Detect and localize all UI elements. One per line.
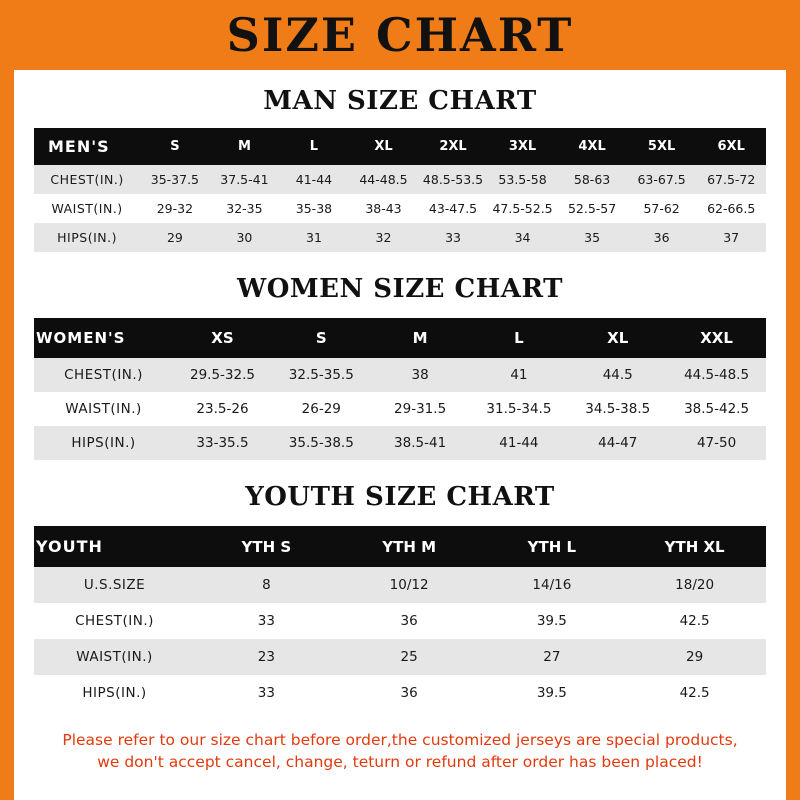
youth-section-title: YOUTH SIZE CHART [245, 482, 555, 512]
youth-header-l: YTH L [481, 526, 624, 567]
men-header-4xl: 4XL [557, 128, 627, 165]
youth-header-m: YTH M [338, 526, 481, 567]
youth-chest-xl: 42.5 [623, 603, 766, 639]
page-banner [14, 0, 786, 70]
youth-header-row [34, 526, 766, 567]
men-waist-label: WAIST(IN.) [34, 194, 140, 223]
table-row [34, 358, 766, 392]
men-waist-6xl: 62-66.5 [696, 194, 766, 223]
men-hips-l: 31 [279, 223, 349, 252]
men-hips-label: HIPS(IN.) [34, 223, 140, 252]
women-waist-xl: 34.5-38.5 [568, 392, 667, 426]
men-chest-6xl: 67.5-72 [696, 165, 766, 194]
table-row [34, 392, 766, 426]
men-table-body [34, 165, 766, 252]
youth-hips-xl: 42.5 [623, 675, 766, 711]
men-chest-4xl: 58-63 [557, 165, 627, 194]
men-section-title: MAN SIZE CHART [263, 86, 537, 116]
women-header-s: S [272, 318, 371, 358]
men-table-head [34, 128, 766, 165]
women-header-xxl: XXL [667, 318, 766, 358]
men-hips-2xl: 33 [418, 223, 488, 252]
youth-waist-s: 23 [195, 639, 338, 675]
women-hips-s: 35.5-38.5 [272, 426, 371, 460]
women-waist-m: 29-31.5 [371, 392, 470, 426]
men-waist-5xl: 57-62 [627, 194, 697, 223]
women-chest-xxl: 44.5-48.5 [667, 358, 766, 392]
women-waist-l: 31.5-34.5 [470, 392, 569, 426]
youth-header-label: YOUTH [34, 526, 195, 567]
men-header-label: MEN'S [34, 128, 140, 165]
men-header-s: S [140, 128, 210, 165]
men-waist-4xl: 52.5-57 [557, 194, 627, 223]
youth-header-xl: YTH XL [623, 526, 766, 567]
youth-waist-l: 27 [481, 639, 624, 675]
women-header-xl: XL [568, 318, 667, 358]
table-row [34, 165, 766, 194]
women-header-row [34, 318, 766, 358]
youth-hips-m: 36 [338, 675, 481, 711]
men-waist-s: 29-32 [140, 194, 210, 223]
youth-chest-m: 36 [338, 603, 481, 639]
men-header-l: L [279, 128, 349, 165]
men-header-3xl: 3XL [488, 128, 558, 165]
women-header-l: L [470, 318, 569, 358]
women-waist-s: 26-29 [272, 392, 371, 426]
youth-size-table [34, 526, 766, 711]
women-header-label: WOMEN'S [34, 318, 173, 358]
men-header-row [34, 128, 766, 165]
page-title: SIZE CHART [226, 8, 574, 62]
women-hips-m: 38.5-41 [371, 426, 470, 460]
youth-chest-l: 39.5 [481, 603, 624, 639]
women-size-table [34, 318, 766, 460]
women-waist-xs: 23.5-26 [173, 392, 272, 426]
table-row [34, 639, 766, 675]
women-chest-s: 32.5-35.5 [272, 358, 371, 392]
women-header-xs: XS [173, 318, 272, 358]
women-waist-label: WAIST(IN.) [34, 392, 173, 426]
men-chest-3xl: 53.5-58 [488, 165, 558, 194]
men-hips-6xl: 37 [696, 223, 766, 252]
women-hips-xl: 44-47 [568, 426, 667, 460]
men-waist-3xl: 47.5-52.5 [488, 194, 558, 223]
youth-ussize-m: 10/12 [338, 567, 481, 603]
women-chest-xs: 29.5-32.5 [173, 358, 272, 392]
footer-note-line2: we don't accept cancel, change, teturn or refund after order has been placed! [97, 753, 703, 772]
women-waist-xxl: 38.5-42.5 [667, 392, 766, 426]
men-chest-5xl: 63-67.5 [627, 165, 697, 194]
youth-hips-l: 39.5 [481, 675, 624, 711]
youth-header-s: YTH S [195, 526, 338, 567]
men-chest-l: 41-44 [279, 165, 349, 194]
youth-hips-s: 33 [195, 675, 338, 711]
table-row [34, 194, 766, 223]
men-hips-4xl: 35 [557, 223, 627, 252]
men-hips-3xl: 34 [488, 223, 558, 252]
women-section-title: WOMEN SIZE CHART [237, 274, 563, 304]
table-row [34, 675, 766, 711]
youth-hips-label: HIPS(IN.) [34, 675, 195, 711]
youth-ussize-l: 14/16 [481, 567, 624, 603]
table-row [34, 603, 766, 639]
women-chest-label: CHEST(IN.) [34, 358, 173, 392]
table-row [34, 567, 766, 603]
men-header-2xl: 2XL [418, 128, 488, 165]
youth-chest-s: 33 [195, 603, 338, 639]
men-size-table [34, 128, 766, 252]
youth-ussize-s: 8 [195, 567, 338, 603]
women-table-body [34, 358, 766, 460]
table-row [34, 223, 766, 252]
women-table-head [34, 318, 766, 358]
men-chest-xl: 44-48.5 [349, 165, 419, 194]
women-chest-xl: 44.5 [568, 358, 667, 392]
men-chest-m: 37.5-41 [210, 165, 280, 194]
men-header-xl: XL [349, 128, 419, 165]
men-hips-s: 29 [140, 223, 210, 252]
women-chest-l: 41 [470, 358, 569, 392]
youth-ussize-xl: 18/20 [623, 567, 766, 603]
men-hips-5xl: 36 [627, 223, 697, 252]
men-waist-2xl: 43-47.5 [418, 194, 488, 223]
men-waist-l: 35-38 [279, 194, 349, 223]
women-hips-l: 41-44 [470, 426, 569, 460]
men-chest-s: 35-37.5 [140, 165, 210, 194]
youth-table-head [34, 526, 766, 567]
men-waist-m: 32-35 [210, 194, 280, 223]
women-chest-m: 38 [371, 358, 470, 392]
table-row [34, 426, 766, 460]
youth-waist-xl: 29 [623, 639, 766, 675]
men-chest-label: CHEST(IN.) [34, 165, 140, 194]
men-chest-2xl: 48.5-53.5 [418, 165, 488, 194]
footer-note-line1: Please refer to our size chart before order,the customized jerseys are special products, [62, 731, 738, 749]
women-hips-label: HIPS(IN.) [34, 426, 173, 460]
youth-waist-m: 25 [338, 639, 481, 675]
men-hips-xl: 32 [349, 223, 419, 252]
men-hips-m: 30 [210, 223, 280, 252]
men-header-6xl: 6XL [696, 128, 766, 165]
youth-table-body [34, 567, 766, 711]
footer-note [34, 729, 766, 774]
youth-waist-label: WAIST(IN.) [34, 639, 195, 675]
youth-chest-label: CHEST(IN.) [34, 603, 195, 639]
content-area [14, 86, 786, 774]
women-header-m: M [371, 318, 470, 358]
youth-ussize-label: U.S.SIZE [34, 567, 195, 603]
men-waist-xl: 38-43 [349, 194, 419, 223]
men-header-5xl: 5XL [627, 128, 697, 165]
men-header-m: M [210, 128, 280, 165]
women-hips-xs: 33-35.5 [173, 426, 272, 460]
women-hips-xxl: 47-50 [667, 426, 766, 460]
